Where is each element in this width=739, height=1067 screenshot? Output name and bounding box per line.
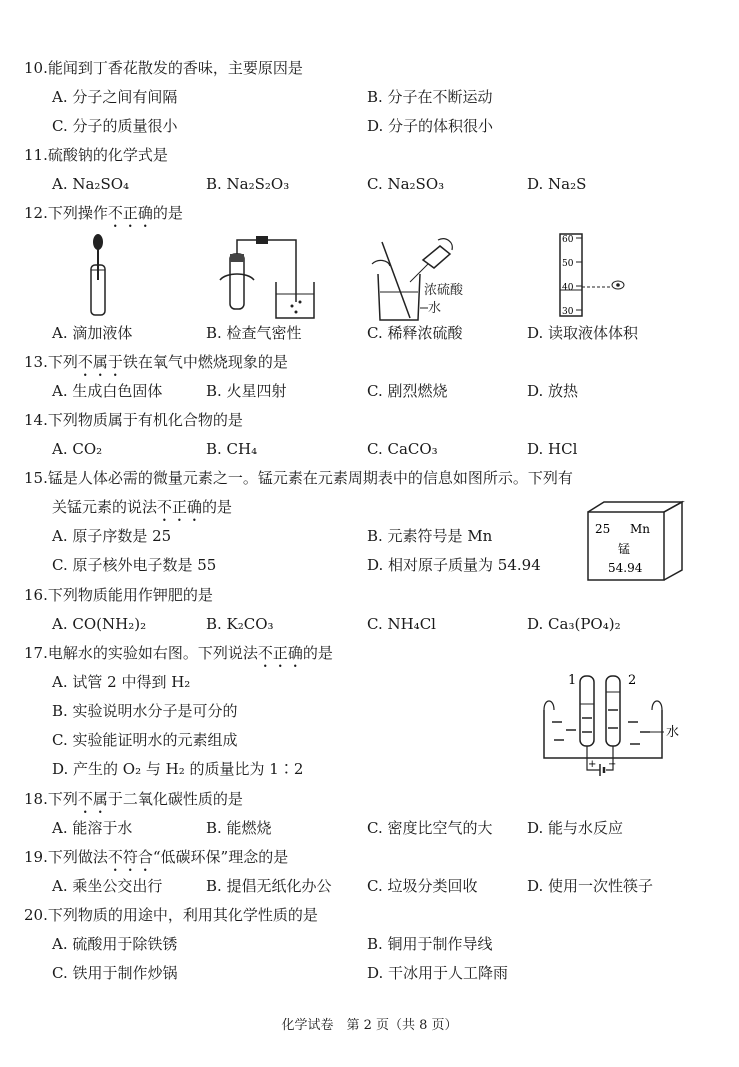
q10-option-b[interactable]: B. 分子在不断运动 — [367, 88, 493, 106]
q18-option-d[interactable]: D. 能与水反应 — [527, 819, 624, 837]
q10-option-a[interactable]: A. 分子之间有间隔 — [52, 88, 178, 106]
question-17-stem: 17.电解水的实验如右图。下列说法不正确的是 — [24, 644, 333, 662]
acid-label: 浓硫酸 — [424, 283, 464, 298]
q10-option-d[interactable]: D. 分子的体积很小 — [367, 117, 494, 135]
q10-option-c[interactable]: C. 分子的质量很小 — [52, 117, 178, 135]
q15-option-d[interactable]: D. 相对原子质量为 54.94 — [367, 556, 541, 574]
q13-option-a[interactable]: A. 生成白色固体 — [52, 382, 163, 400]
q11-option-c[interactable]: C. Na₂SO₃ — [367, 175, 445, 193]
q13-option-b[interactable]: B. 火星四射 — [206, 382, 287, 400]
dilution-figure — [368, 234, 468, 324]
q17-option-a[interactable]: A. 试管 2 中得到 H₂ — [52, 673, 191, 691]
q17-option-c[interactable]: C. 实验能证明水的元素组成 — [52, 731, 238, 749]
q12-option-b[interactable]: B. 检查气密性 — [206, 324, 302, 342]
minus-label: − — [608, 759, 617, 770]
page-footer: 化学试卷 第 2 页（共 8 页） — [281, 1018, 458, 1033]
question-20-stem: 20.下列物质的用途中，利用其化学性质的是 — [24, 906, 318, 924]
svg-text:60: 60 — [562, 235, 574, 245]
q17-option-b[interactable]: B. 实验说明水分子是可分的 — [52, 702, 238, 720]
question-10-stem: 10.能闻到丁香花散发的香味，主要原因是 — [24, 59, 303, 77]
svg-text:50: 50 — [562, 259, 574, 269]
q11-option-b[interactable]: B. Na₂S₂O₃ — [206, 175, 290, 193]
q19-option-b[interactable]: B. 提倡无纸化办公 — [206, 877, 332, 895]
question-19-stem: 19.下列做法不符合“低碳环保”理念的是 — [24, 848, 289, 866]
cylinder-figure — [540, 230, 630, 320]
q20-option-c[interactable]: C. 铁用于制作炒锅 — [52, 964, 178, 982]
q20-option-b[interactable]: B. 铜用于制作导线 — [367, 935, 493, 953]
q16-option-d[interactable]: D. Ca₃(PO₄)₂ — [527, 615, 621, 633]
dropper-figure — [78, 230, 118, 320]
q16-option-b[interactable]: B. K₂CO₃ — [206, 615, 274, 633]
q16-option-c[interactable]: C. NH₄Cl — [367, 615, 436, 633]
question-15-stem: 15.锰是人体必需的微量元素之一。锰元素在元素周期表中的信息如图所示。下列有 — [24, 469, 573, 487]
q18-option-a[interactable]: A. 能溶于水 — [52, 819, 133, 837]
q12-option-d[interactable]: D. 读取液体体积 — [527, 324, 639, 342]
q14-option-b[interactable]: B. CH₄ — [206, 440, 258, 458]
tube-2-label: 2 — [628, 673, 637, 688]
q20-option-a[interactable]: A. 硫酸用于除铁锈 — [52, 935, 178, 953]
question-11-stem: 11.硫酸钠的化学式是 — [24, 146, 168, 164]
question-18-stem: 18.下列不属于二氧化碳性质的是 — [24, 790, 243, 808]
q14-option-c[interactable]: C. CaCO₃ — [367, 440, 438, 458]
element-number: 25 — [595, 522, 611, 536]
q11-option-a[interactable]: A. Na₂SO₄ — [52, 175, 130, 193]
element-mass: 54.94 — [608, 561, 643, 575]
q18-option-b[interactable]: B. 能燃烧 — [206, 819, 272, 837]
plus-label: + — [588, 759, 597, 770]
question-12-stem: 12.下列操作不正确的是 — [24, 204, 183, 222]
question-16-stem: 16.下列物质能用作钾肥的是 — [24, 586, 213, 604]
q12-option-a[interactable]: A. 滴加液体 — [52, 324, 133, 342]
element-symbol: Mn — [630, 522, 651, 536]
element-card-manganese — [586, 500, 686, 582]
q13-option-d[interactable]: D. 放热 — [527, 382, 579, 400]
svg-text:40: 40 — [562, 283, 574, 293]
q19-option-c[interactable]: C. 垃圾分类回收 — [367, 877, 478, 895]
q18-option-c[interactable]: C. 密度比空气的大 — [367, 819, 493, 837]
q20-option-d[interactable]: D. 干冰用于人工降雨 — [367, 964, 509, 982]
question-13-stem: 13.下列不属于铁在氧气中燃烧现象的是 — [24, 353, 288, 371]
q19-option-a[interactable]: A. 乘坐公交出行 — [52, 877, 163, 895]
q15-option-c[interactable]: C. 原子核外电子数是 55 — [52, 556, 217, 574]
tube-1-label: 1 — [568, 673, 577, 688]
water-label: 水 — [666, 725, 680, 740]
electrolysis-figure — [540, 670, 690, 780]
water-label: 水 — [428, 301, 442, 316]
q14-option-a[interactable]: A. CO₂ — [52, 440, 103, 458]
q11-option-d[interactable]: D. Na₂S — [527, 175, 587, 193]
question-14-stem: 14.下列物质属于有机化合物的是 — [24, 411, 243, 429]
q13-option-c[interactable]: C. 剧烈燃烧 — [367, 382, 448, 400]
q15-option-b[interactable]: B. 元素符号是 Mn — [367, 527, 493, 545]
q17-option-d[interactable]: D. 产生的 O₂ 与 H₂ 的质量比为 1∶2 — [52, 760, 304, 778]
q19-option-d[interactable]: D. 使用一次性筷子 — [527, 877, 654, 895]
q16-option-a[interactable]: A. CO(NH₂)₂ — [52, 615, 147, 633]
q15-option-a[interactable]: A. 原子序数是 25 — [52, 527, 172, 545]
question-15-stem-line2: 关锰元素的说法不正确的是 — [52, 498, 233, 516]
svg-text:30: 30 — [562, 307, 574, 317]
element-name: 锰 — [618, 542, 631, 556]
airtight-check-figure — [216, 232, 316, 322]
q14-option-d[interactable]: D. HCl — [527, 440, 578, 458]
q12-option-c[interactable]: C. 稀释浓硫酸 — [367, 324, 463, 342]
